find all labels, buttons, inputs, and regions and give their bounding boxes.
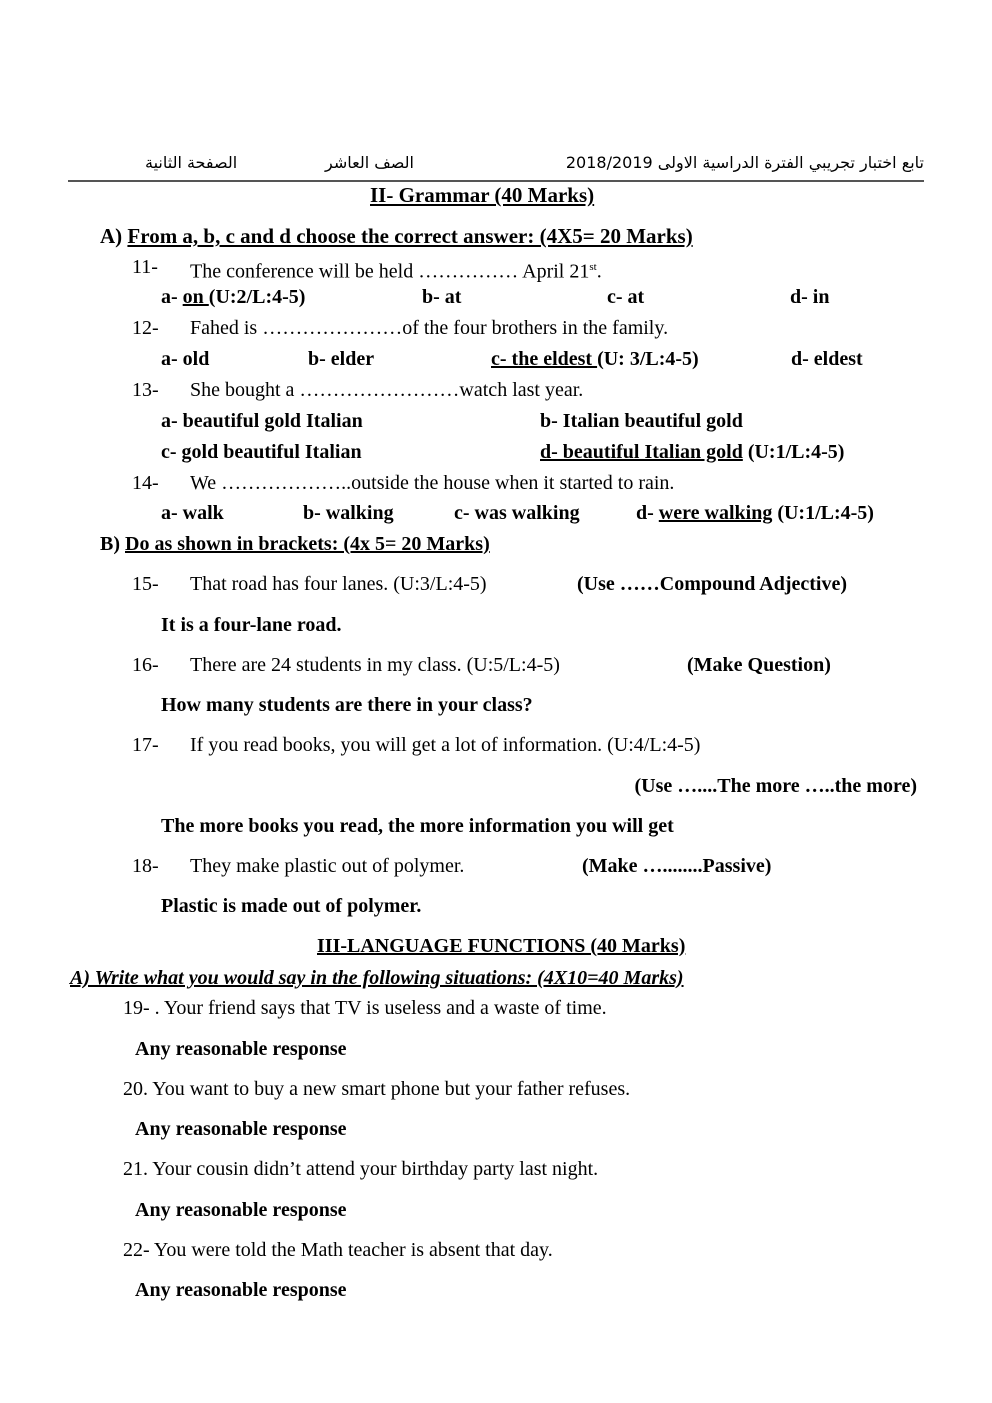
functions-title: III-LANGUAGE FUNCTIONS (40 Marks)	[317, 935, 686, 957]
question-number: 13-	[132, 379, 159, 401]
question-text	[190, 255, 602, 284]
option-a: a- old	[161, 348, 210, 370]
q-sup: st	[589, 261, 597, 273]
situation: 21. Your cousin didn’t attend your birthday party last night.	[123, 1158, 599, 1180]
option-b: b- walking	[303, 502, 394, 524]
situation: 19- . Your friend says that TV is useless and a waste of time.	[123, 997, 607, 1019]
instruction: (Make Question)	[687, 654, 831, 676]
opt-label: a-	[161, 286, 183, 308]
question-text: She bought a ……………………watch last year.	[190, 379, 584, 401]
opt-label: d-	[636, 502, 659, 524]
option-a	[161, 285, 305, 309]
answer-ref: (U:1/L:4-5)	[742, 441, 845, 463]
option-b: b- at	[422, 286, 462, 308]
correct-answer: c- the eldest	[491, 348, 598, 370]
answer: Any reasonable response	[135, 1038, 347, 1060]
header-exam-title: تابع اختبار تجريبي الفترة الدراسية الاولى 2018/2019	[565, 153, 924, 172]
part-a-heading	[100, 224, 693, 248]
answer: Plastic is made out of polymer.	[161, 895, 422, 917]
answer: The more books you read, the more information you will get	[161, 815, 674, 837]
question-text: That road has four lanes. (U:3/L:4-5)	[190, 573, 487, 595]
option-d: d- in	[790, 286, 830, 308]
situation: 20. You want to buy a new smart phone but your father refuses.	[123, 1078, 631, 1100]
question-text: If you read books, you will get a lot of information. (U:4/L:4-5)	[190, 734, 701, 756]
q-end: .	[596, 260, 602, 283]
question-number: 17-	[132, 734, 159, 756]
correct-answer: d- beautiful Italian gold	[540, 441, 743, 463]
correct-answer: were walking	[658, 502, 773, 524]
answer: It is a four-lane road.	[161, 614, 342, 636]
option-d: d- eldest	[791, 348, 863, 370]
question-number: 18-	[132, 855, 159, 877]
header-divider	[68, 180, 924, 182]
instruction: (Make …........Passive)	[582, 855, 772, 877]
option-c	[491, 347, 699, 371]
question-text: Fahed is …………………of the four brothers in the family.	[190, 317, 669, 339]
part-label: A)	[100, 224, 128, 248]
question-number: 14-	[132, 472, 159, 494]
answer-ref: (U:2/L:4-5)	[208, 286, 306, 308]
option-d	[540, 440, 844, 464]
option-a: a- beautiful gold Italian	[161, 410, 363, 432]
answer: Any reasonable response	[135, 1199, 347, 1221]
question-number: 16-	[132, 654, 159, 676]
answer: Any reasonable response	[135, 1118, 347, 1140]
question-text: There are 24 students in my class. (U:5/L:4-5)	[190, 654, 560, 676]
functions-part-a: A) Write what you would say in the following situations: (4X10=40 Marks)	[70, 967, 684, 989]
answer: Any reasonable response	[135, 1279, 347, 1301]
answer-ref: (U:1/L:4-5)	[772, 502, 874, 524]
option-b: b- elder	[308, 348, 375, 370]
question-text: They make plastic out of polymer.	[190, 855, 465, 877]
question-text: We ………………..outside the house when it started to rain.	[190, 472, 675, 494]
instruction: (Use ……Compound Adjective)	[577, 573, 847, 595]
part-title: Do as shown in brackets: (4x 5= 20 Marks)	[125, 533, 490, 555]
option-d	[636, 501, 874, 525]
part-b-heading	[100, 532, 490, 556]
header-page: الصفحة الثانية	[145, 153, 238, 172]
question-number: 15-	[132, 573, 159, 595]
option-c: c- at	[607, 286, 645, 308]
question-number: 12-	[132, 317, 159, 339]
option-c: c- was walking	[454, 502, 580, 524]
option-b: b- Italian beautiful gold	[540, 410, 743, 432]
instruction: (Use …....The more …..the more)	[634, 775, 917, 797]
situation: 22- You were told the Math teacher is absent that day.	[123, 1239, 553, 1261]
question-number: 11-	[132, 256, 158, 278]
answer: How many students are there in your class?	[161, 694, 533, 716]
part-label: B)	[100, 533, 125, 555]
grammar-title: II- Grammar (40 Marks)	[370, 183, 595, 207]
answer-ref: (U: 3/L:4-5)	[597, 348, 699, 370]
option-c: c- gold beautiful Italian	[161, 441, 362, 463]
part-title: From a, b, c and d choose the correct answer: (4X5= 20 Marks)	[127, 224, 693, 248]
correct-answer: on	[182, 286, 209, 308]
q-text: The conference will be held …………… April 21	[190, 260, 590, 283]
header-grade: الصف العاشر	[325, 153, 414, 172]
option-a: a- walk	[161, 502, 224, 524]
